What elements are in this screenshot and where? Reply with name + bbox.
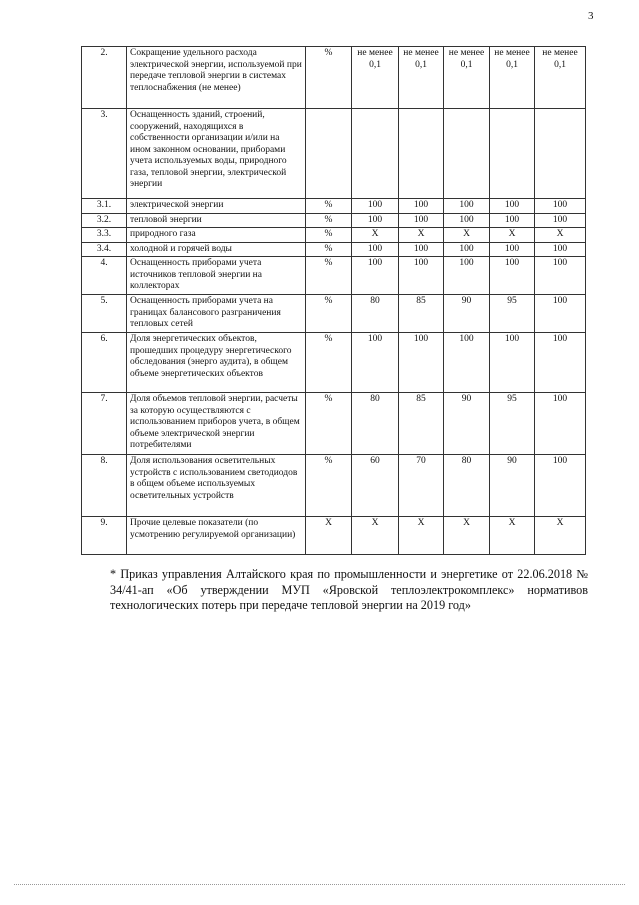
value-cell: Х: [399, 517, 444, 555]
value-cell: Х: [399, 228, 444, 243]
table-row: [82, 295, 586, 333]
value-cell: 90: [444, 295, 490, 333]
value-cell: 100: [399, 213, 444, 228]
value-cell: 100: [490, 213, 535, 228]
value-cell: 80: [352, 393, 399, 455]
value-cell: не менее 0,1: [444, 47, 490, 109]
value-cell: 85: [399, 295, 444, 333]
value-cell: 100: [490, 257, 535, 295]
value-cell: 100: [352, 257, 399, 295]
table-row: [82, 333, 586, 393]
indicator-name: Доля использования осветительных устройств с использованием светодиодов в общем объеме используемых осветительных устройств: [127, 455, 306, 517]
footnote-text: * Приказ управления Алтайского края по промышленности и энергетике от 22.06.2018 № 34/41-ап «Об утверждении МУП «Яровской теплоэлектрокомплекс» нормативов технологических потерь при передаче тепловой энергии на 2019 год»: [110, 567, 588, 613]
row-number: 4.: [82, 257, 127, 295]
value-cell: [444, 109, 490, 199]
value-cell: 100: [535, 213, 586, 228]
indicator-name: электрической энергии: [127, 199, 306, 214]
row-number: 6.: [82, 333, 127, 393]
table-row: [82, 393, 586, 455]
unit-cell: Х: [306, 517, 352, 555]
value-cell: Х: [352, 517, 399, 555]
page-number: 3: [588, 10, 594, 22]
row-number: 3.4.: [82, 242, 127, 257]
value-cell: 80: [352, 295, 399, 333]
value-cell: 100: [444, 199, 490, 214]
indicator-name: Сокращение удельного расхода электрической энергии, используемой при передаче тепловой энергии в системах теплоснабжения (не менее): [127, 47, 306, 109]
table-row: [82, 242, 586, 257]
value-cell: Х: [490, 517, 535, 555]
value-cell: 100: [352, 242, 399, 257]
value-cell: Х: [444, 517, 490, 555]
table-row: [82, 109, 586, 199]
indicator-name: Доля объемов тепловой энергии, расчеты за которую осуществляются с использованием приборов учета, в общем объеме электрической энергии потребителями: [127, 393, 306, 455]
value-cell: 100: [535, 393, 586, 455]
value-cell: Х: [444, 228, 490, 243]
value-cell: 100: [352, 213, 399, 228]
indicator-name: Оснащенность приборами учета на границах балансового разграничения тепловых сетей: [127, 295, 306, 333]
value-cell: 100: [535, 199, 586, 214]
value-cell: 95: [490, 295, 535, 333]
value-cell: 60: [352, 455, 399, 517]
value-cell: 100: [444, 257, 490, 295]
value-cell: 100: [535, 257, 586, 295]
unit-cell: %: [306, 213, 352, 228]
value-cell: [535, 109, 586, 199]
value-cell: 100: [399, 242, 444, 257]
indicator-name: тепловой энергии: [127, 213, 306, 228]
row-number: 3.: [82, 109, 127, 199]
unit-cell: %: [306, 228, 352, 243]
value-cell: 70: [399, 455, 444, 517]
table-row: [82, 213, 586, 228]
value-cell: [490, 109, 535, 199]
unit-cell: %: [306, 455, 352, 517]
value-cell: Х: [535, 228, 586, 243]
footnote: [110, 567, 588, 614]
value-cell: Х: [490, 228, 535, 243]
value-cell: 85: [399, 393, 444, 455]
value-cell: 100: [444, 242, 490, 257]
value-cell: не менее 0,1: [399, 47, 444, 109]
value-cell: 100: [399, 333, 444, 393]
value-cell: 100: [399, 257, 444, 295]
value-cell: 100: [535, 295, 586, 333]
unit-cell: %: [306, 199, 352, 214]
indicator-name: Оснащенность приборами учета источников тепловой энергии на коллекторах: [127, 257, 306, 295]
value-cell: не менее 0,1: [535, 47, 586, 109]
unit-cell: %: [306, 242, 352, 257]
value-cell: Х: [535, 517, 586, 555]
indicator-name: Прочие целевые показатели (по усмотрению регулируемой организации): [127, 517, 306, 555]
indicator-name: Доля энергетических объектов, прошедших процедуру энергетического обследования (энерго аудита), в общем объеме энергетических объектов: [127, 333, 306, 393]
value-cell: 100: [535, 242, 586, 257]
indicator-name: природного газа: [127, 228, 306, 243]
value-cell: Х: [352, 228, 399, 243]
value-cell: 100: [490, 333, 535, 393]
value-cell: [399, 109, 444, 199]
value-cell: 100: [535, 455, 586, 517]
row-number: 3.2.: [82, 213, 127, 228]
unit-cell: %: [306, 393, 352, 455]
row-number: 3.1.: [82, 199, 127, 214]
table-row: [82, 228, 586, 243]
row-number: 9.: [82, 517, 127, 555]
row-number: 5.: [82, 295, 127, 333]
value-cell: 90: [444, 393, 490, 455]
row-number: 3.3.: [82, 228, 127, 243]
row-number: 8.: [82, 455, 127, 517]
unit-cell: [306, 109, 352, 199]
table-row: [82, 517, 586, 555]
value-cell: 80: [444, 455, 490, 517]
value-cell: [352, 109, 399, 199]
value-cell: 100: [352, 199, 399, 214]
row-number: 7.: [82, 393, 127, 455]
indicators-table: [81, 46, 586, 555]
table-row: [82, 455, 586, 517]
table-row: [82, 257, 586, 295]
value-cell: 100: [399, 199, 444, 214]
value-cell: не менее 0,1: [352, 47, 399, 109]
unit-cell: %: [306, 295, 352, 333]
value-cell: 100: [490, 199, 535, 214]
table-row: [82, 47, 586, 109]
table-row: [82, 199, 586, 214]
value-cell: не менее 0,1: [490, 47, 535, 109]
bottom-dotted-rule: [14, 884, 625, 885]
indicator-name: холодной и горячей воды: [127, 242, 306, 257]
unit-cell: %: [306, 47, 352, 109]
unit-cell: %: [306, 333, 352, 393]
value-cell: 95: [490, 393, 535, 455]
value-cell: 100: [352, 333, 399, 393]
value-cell: 90: [490, 455, 535, 517]
value-cell: 100: [490, 242, 535, 257]
indicator-name: Оснащенность зданий, строений, сооружений, находящихся в собственности организации и/или на ином законном основании, приборами учета используемых воды, природного газа, тепловой энергии, электрической энергии: [127, 109, 306, 199]
value-cell: 100: [444, 213, 490, 228]
unit-cell: %: [306, 257, 352, 295]
value-cell: 100: [444, 333, 490, 393]
row-number: 2.: [82, 47, 127, 109]
value-cell: 100: [535, 333, 586, 393]
